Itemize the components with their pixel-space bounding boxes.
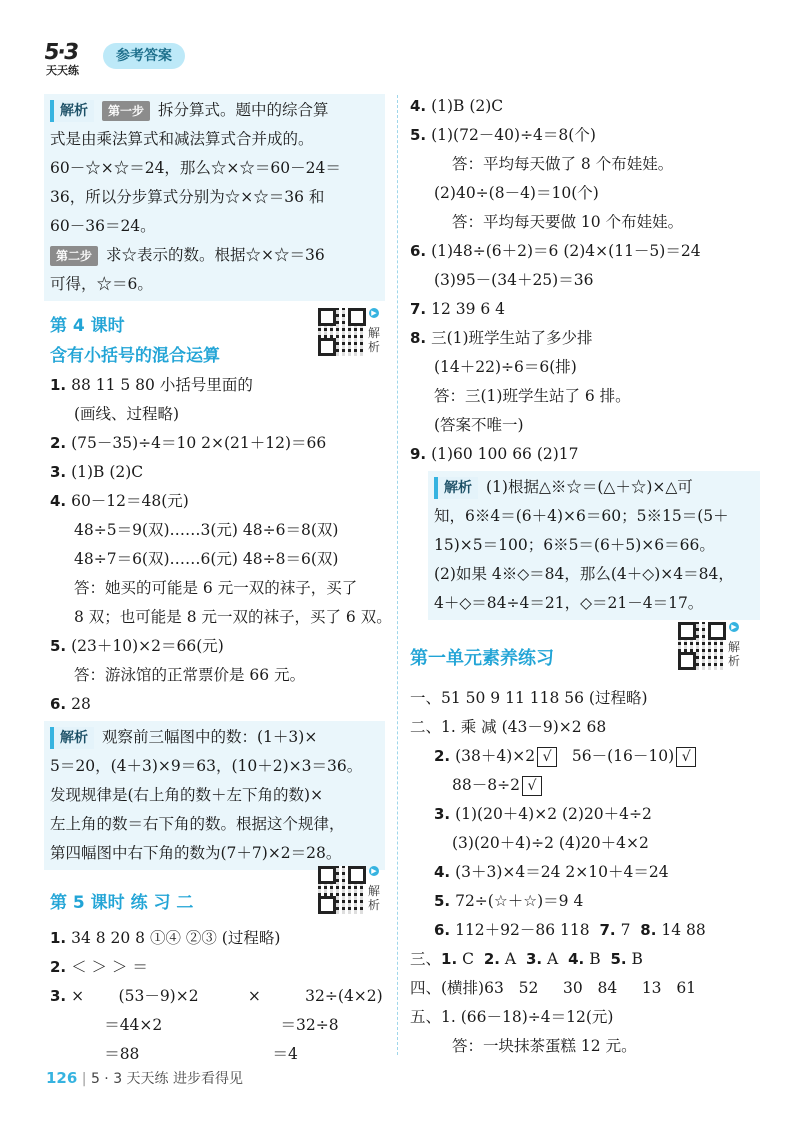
step2-label: 第二步 — [50, 246, 98, 266]
analysis-box-2 — [44, 721, 385, 870]
analysis-line — [50, 723, 379, 752]
answer-line: (3)(20＋4)÷2 (4)20＋4×2 — [452, 834, 649, 852]
r-question-5 — [410, 121, 760, 150]
right-column — [410, 92, 760, 1061]
question-number: 8. — [410, 329, 427, 347]
analysis-label: 解析 — [50, 727, 94, 749]
answer-line: (3)95－(34＋25)＝36 — [434, 271, 594, 289]
answer-text: (75－35)÷4＝10 2×(21＋12)＝66 — [71, 434, 327, 452]
answer-text: C — [462, 950, 474, 968]
answer-text: 28 — [71, 695, 91, 713]
unit-section-2-q3 — [410, 800, 760, 829]
question-number: 5. — [50, 637, 67, 655]
answer-text: (1)60 100 66 (2)17 — [431, 445, 579, 463]
question-number: 2. — [483, 950, 500, 968]
unit-title: 第一单元素养练习 — [410, 648, 554, 669]
book-logo — [42, 38, 98, 78]
analysis-line: 15)×5＝100；6※5＝(6＋5)×6＝66。 — [434, 536, 715, 554]
footer-divider: | — [81, 1071, 91, 1087]
play-icon: ▶ — [369, 308, 379, 318]
answer-line: 答：一块抹茶蛋糕 12 元。 — [452, 1037, 637, 1055]
answer-line: 答：三(1)班学生站了 6 排。 — [434, 387, 631, 405]
r-question-8 — [410, 324, 760, 353]
analysis-line: 36，所以分步算式分别为☆×☆＝36 和 — [50, 188, 325, 206]
question-number: 3. — [50, 463, 67, 481]
analysis-line — [50, 96, 379, 125]
answer-line: 48÷7＝6(双)……6(元) 48÷8＝6(双) — [74, 550, 339, 568]
l4-question-3 — [50, 458, 385, 487]
answer-line: 48÷5＝9(双)……3(元) 48÷6＝8(双) — [74, 521, 339, 539]
answer-text: (1)(72－40)÷4＝8(个) — [431, 126, 596, 144]
analysis-line — [434, 473, 754, 502]
question-number: 6. — [50, 695, 67, 713]
r-question-4 — [410, 92, 760, 121]
unit-section-1: 一、51 50 9 11 118 56 (过程略) — [410, 689, 648, 707]
analysis-box-1 — [44, 94, 385, 301]
qr-label: 解 析 — [368, 884, 381, 912]
analysis-label: 解析 — [434, 477, 478, 499]
answer-text: (1)48÷(6＋2)＝6 (2)4×(11－5)＝24 — [431, 242, 701, 260]
question-number: 7. — [410, 300, 427, 318]
answer-line: 答：平均每天要做 10 个布娃娃。 — [452, 213, 684, 231]
l4-question-6 — [50, 690, 385, 719]
answer-text: 12 39 6 4 — [431, 300, 506, 318]
l4-question-4 — [50, 487, 385, 516]
page-footer — [46, 1068, 243, 1088]
answer-line: ＝88 ＝4 — [50, 1045, 298, 1063]
analysis-line: 第四幅图中右下角的数为(7＋7)×2＝28。 — [50, 844, 342, 862]
question-number: 5. — [610, 950, 627, 968]
answer-text: 34 8 20 8 ①④ ②③ (过程略) — [71, 929, 281, 947]
lesson4-title: 第 4 课时 — [50, 316, 125, 336]
answer-text: (1)B (2)C — [431, 97, 504, 115]
answer-text: B — [631, 950, 643, 968]
play-icon: ▶ — [729, 622, 739, 632]
play-icon: ▶ — [369, 866, 379, 876]
qr-label: 解 析 — [728, 640, 741, 668]
answer-key-tag: 参考答案 — [103, 43, 185, 69]
lesson4-subtitle: 含有小括号的混合运算 — [50, 346, 220, 366]
analysis-line: 左上角的数＝右下角的数。根据这个规律， — [50, 815, 345, 833]
answer-line: (2)40÷(8－4)＝10(个) — [434, 184, 599, 202]
r-question-9 — [410, 440, 760, 469]
analysis-line: 式是由乘法算式和减法算式合并成的。 — [50, 130, 314, 148]
answer-line — [410, 771, 760, 800]
answer-text: B — [589, 950, 601, 968]
step1-label: 第一步 — [102, 101, 150, 121]
l4-question-5 — [50, 632, 385, 661]
answer-text: 三(1)班学生站了多少排 — [431, 329, 593, 347]
check-mark-icon: √ — [537, 747, 557, 767]
answer-text: (1)B (2)C — [71, 463, 144, 481]
analysis-box-3 — [428, 471, 760, 620]
question-number: 6. — [410, 242, 427, 260]
analysis-line: 发现规律是(右上角的数＋左下角的数)× — [50, 786, 324, 804]
question-number: 5. — [434, 892, 451, 910]
answer-text: 60－12＝48(元) — [71, 492, 189, 510]
analysis-text: 拆分算式。题中的综合算 — [158, 101, 329, 119]
unit-section-5: 五、1. (66－18)÷4＝12(元) — [410, 1008, 614, 1026]
question-number: 3. — [525, 950, 543, 968]
answer-text: 7 — [620, 921, 631, 939]
question-number: 4. — [568, 950, 585, 968]
answer-text: 72÷(☆＋☆)＝9 4 — [455, 892, 584, 910]
question-number: 1. — [441, 950, 458, 968]
answer-text: A — [547, 950, 559, 968]
unit-section-2-q5 — [410, 887, 760, 916]
question-number: 2. — [434, 747, 451, 765]
answer-text: (3＋3)×4＝24 2×10＋4＝24 — [455, 863, 669, 881]
question-number: 2. — [50, 958, 67, 976]
analysis-line: 知，6※4＝(6＋4)×6＝60；5※15＝(5＋ — [434, 507, 729, 525]
check-mark-icon: √ — [676, 747, 696, 767]
left-column — [50, 92, 392, 1069]
l4-question-2 — [50, 429, 385, 458]
question-number: 4. — [410, 97, 427, 115]
analysis-line: 60－36＝24。 — [50, 217, 156, 235]
question-number: 3. — [434, 805, 451, 823]
answer-line: ＝44×2 ＝32÷8 — [50, 1016, 339, 1034]
question-number: 2. — [50, 434, 67, 452]
answer-text: 14 88 — [661, 921, 706, 939]
answer-text: × (53－9)×2 × 32÷(4×2) — [71, 987, 383, 1005]
answer-line: 答：平均每天做了 8 个布娃娃。 — [452, 155, 674, 173]
answer-line: (14＋22)÷6＝6(排) — [434, 358, 577, 376]
answer-text: 112＋92－86 118 — [455, 921, 590, 939]
analysis-line: 可得，☆＝6。 — [50, 275, 153, 293]
question-number: 4. — [50, 492, 67, 510]
answer-line: 8 双；也可能是 8 元一双的袜子，买了 6 双。 — [74, 608, 392, 626]
answer-line: (答案不唯一) — [434, 416, 524, 434]
analysis-line: 4＋◇＝84÷4＝21，◇＝21－4＝17。 — [434, 594, 704, 612]
analysis-label: 解析 — [50, 100, 94, 122]
question-number: 5. — [410, 126, 427, 144]
unit-section-4: 四、(横排)63 52 30 84 13 61 — [410, 979, 697, 997]
analysis-line: (2)如果 4※◇＝84，那么(4＋◇)×4＝84， — [434, 565, 734, 583]
answer-line: 答：她买的可能是 6 元一双的袜子，买了 — [74, 579, 358, 597]
question-number: 3. — [50, 987, 67, 1005]
question-number: 1. — [50, 929, 67, 947]
question-number: 9. — [410, 445, 427, 463]
l5-question-1 — [50, 924, 385, 953]
analysis-line: 60－☆×☆＝24，那么☆×☆＝60－24＝ — [50, 159, 341, 177]
lesson5-title: 第 5 课时 练 习 二 — [50, 893, 194, 913]
unit-section-2-q6-8 — [410, 916, 760, 945]
unit-section-3 — [410, 945, 760, 974]
answer-text: 56－(16－10) — [571, 747, 675, 765]
answer-text: 88－8÷2 — [452, 776, 520, 794]
qr-label: 解 析 — [368, 326, 381, 354]
question-number: 8. — [640, 921, 657, 939]
column-divider — [397, 95, 398, 1055]
answer-line: 答：游泳馆的正常票价是 66 元。 — [74, 666, 306, 684]
unit-section-2-q4 — [410, 858, 760, 887]
question-number: 6. — [434, 921, 451, 939]
logo-text: 5·3 — [42, 40, 79, 65]
analysis-text: (1)根据△※☆＝(△＋☆)×△可 — [486, 478, 693, 496]
footer-text: 5 · 3 天天练 进步看得见 — [90, 1071, 244, 1087]
unit-section-2-q1: 二、1. 乘 减 (43－9)×2 68 — [410, 718, 607, 736]
qr-code-lesson4[interactable] — [318, 308, 366, 356]
page-number: 126 — [46, 1069, 78, 1087]
answer-text: (23＋10)×2＝66(元) — [71, 637, 224, 655]
l5-question-2 — [50, 953, 385, 982]
analysis-text: 观察前三幅图中的数：(1＋3)× — [102, 728, 318, 746]
analysis-text: 求☆表示的数。根据☆×☆＝36 — [106, 246, 325, 264]
l5-question-3 — [50, 982, 385, 1011]
question-number: 7. — [599, 921, 616, 939]
unit-section-2-q2 — [410, 742, 760, 771]
answer-text: ＜ ＞ ＞ ＝ — [71, 958, 148, 976]
r-question-6 — [410, 237, 760, 266]
answer-text: A — [504, 950, 517, 968]
l4-question-1 — [50, 371, 385, 400]
r-question-7 — [410, 295, 760, 324]
answer-text: (38＋4)×2 — [455, 747, 536, 765]
logo-subtext: 天天练 — [46, 64, 79, 77]
answer-line: (画线、过程略) — [74, 405, 180, 423]
analysis-line — [50, 241, 379, 270]
check-mark-icon: √ — [522, 776, 542, 796]
answer-text: (1)(20＋4)×2 (2)20＋4÷2 — [455, 805, 652, 823]
analysis-line: 5＝20，(4＋3)×9＝63，(10＋2)×3＝36。 — [50, 757, 363, 775]
qr-code-lesson5[interactable] — [318, 866, 366, 914]
question-number: 4. — [434, 863, 451, 881]
section-prefix: 三、 — [410, 950, 442, 968]
answer-text: 88 11 5 80 小括号里面的 — [71, 376, 253, 394]
question-number: 1. — [50, 376, 67, 394]
